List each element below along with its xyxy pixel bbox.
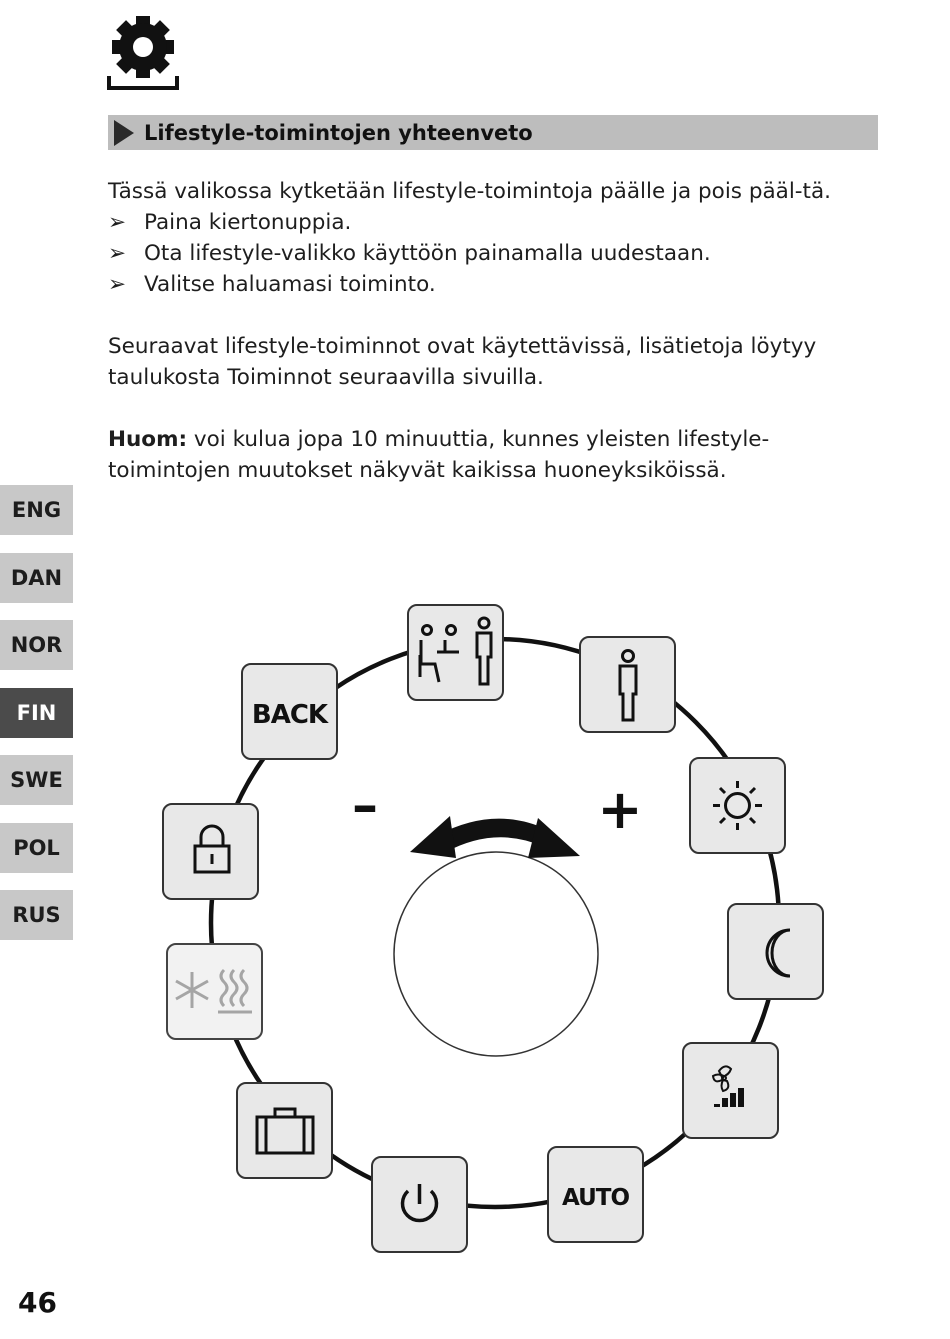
language-tabs (0, 485, 73, 958)
functions-paragraph: Seuraavat lifestyle-toiminnot ovat käytettävissä, lisätietoja löytyy taulukosta Toiminnot seuraavilla sivuilla. (108, 334, 817, 390)
step-item: ➢ Valitse haluamasi toiminto. (108, 269, 880, 300)
rotary-knob (394, 852, 598, 1056)
settings-gear-icon (106, 14, 180, 92)
fan-level-button[interactable] (683, 1043, 778, 1138)
night-mode-button[interactable] (728, 904, 823, 999)
language-tab-swe[interactable]: SWE (0, 755, 73, 805)
step-list (108, 207, 880, 300)
step-item: ➢ Paina kiertonuppia. (108, 207, 880, 238)
language-tab-dan[interactable]: DAN (0, 553, 73, 603)
language-tab-fin[interactable]: FIN (0, 688, 73, 738)
lock-button[interactable] (163, 804, 258, 899)
section-title: Lifestyle-toimintojen yhteenveto (144, 120, 533, 145)
away-button[interactable] (237, 1083, 332, 1178)
power-button[interactable] (372, 1157, 467, 1252)
heat-cool-button[interactable] (167, 944, 262, 1039)
note-paragraph (108, 424, 880, 486)
guests-button[interactable] (408, 605, 503, 700)
presence-button[interactable] (580, 637, 675, 732)
back-button[interactable] (242, 664, 337, 759)
plus-sign: + (597, 778, 643, 841)
page-number: 46 (18, 1286, 57, 1319)
arrow-bullet-icon: ➢ (108, 210, 127, 235)
step-item: ➢ Ota lifestyle-valikko käyttöön painamalla uudestaan. (108, 238, 880, 269)
note-label: Huom: (108, 427, 188, 452)
note-text: voi kulua jopa 10 minuuttia, kunnes yleisten lifestyle-toimintojen muutokset näkyvät kaikissa huoneyksiköissä. (108, 427, 770, 483)
language-tab-pol[interactable]: POL (0, 823, 73, 873)
triangle-marker-icon (114, 120, 134, 146)
language-tab-eng[interactable]: ENG (0, 485, 73, 535)
lifestyle-dial-diagram (150, 590, 840, 1270)
language-tab-nor[interactable]: NOR (0, 620, 73, 670)
day-mode-button[interactable] (690, 758, 785, 853)
section-header (108, 115, 878, 150)
minus-sign: – (352, 776, 378, 836)
back-label: BACK (251, 700, 328, 730)
language-tab-rus[interactable]: RUS (0, 890, 73, 940)
auto-button[interactable] (548, 1147, 643, 1242)
intro-paragraph: Tässä valikossa kytketään lifestyle-toimintoja päälle ja pois pääl-tä. (108, 179, 831, 204)
auto-label: AUTO (561, 1185, 630, 1211)
arrow-bullet-icon: ➢ (108, 272, 127, 297)
arrow-bullet-icon: ➢ (108, 241, 127, 266)
body-text (108, 176, 880, 486)
